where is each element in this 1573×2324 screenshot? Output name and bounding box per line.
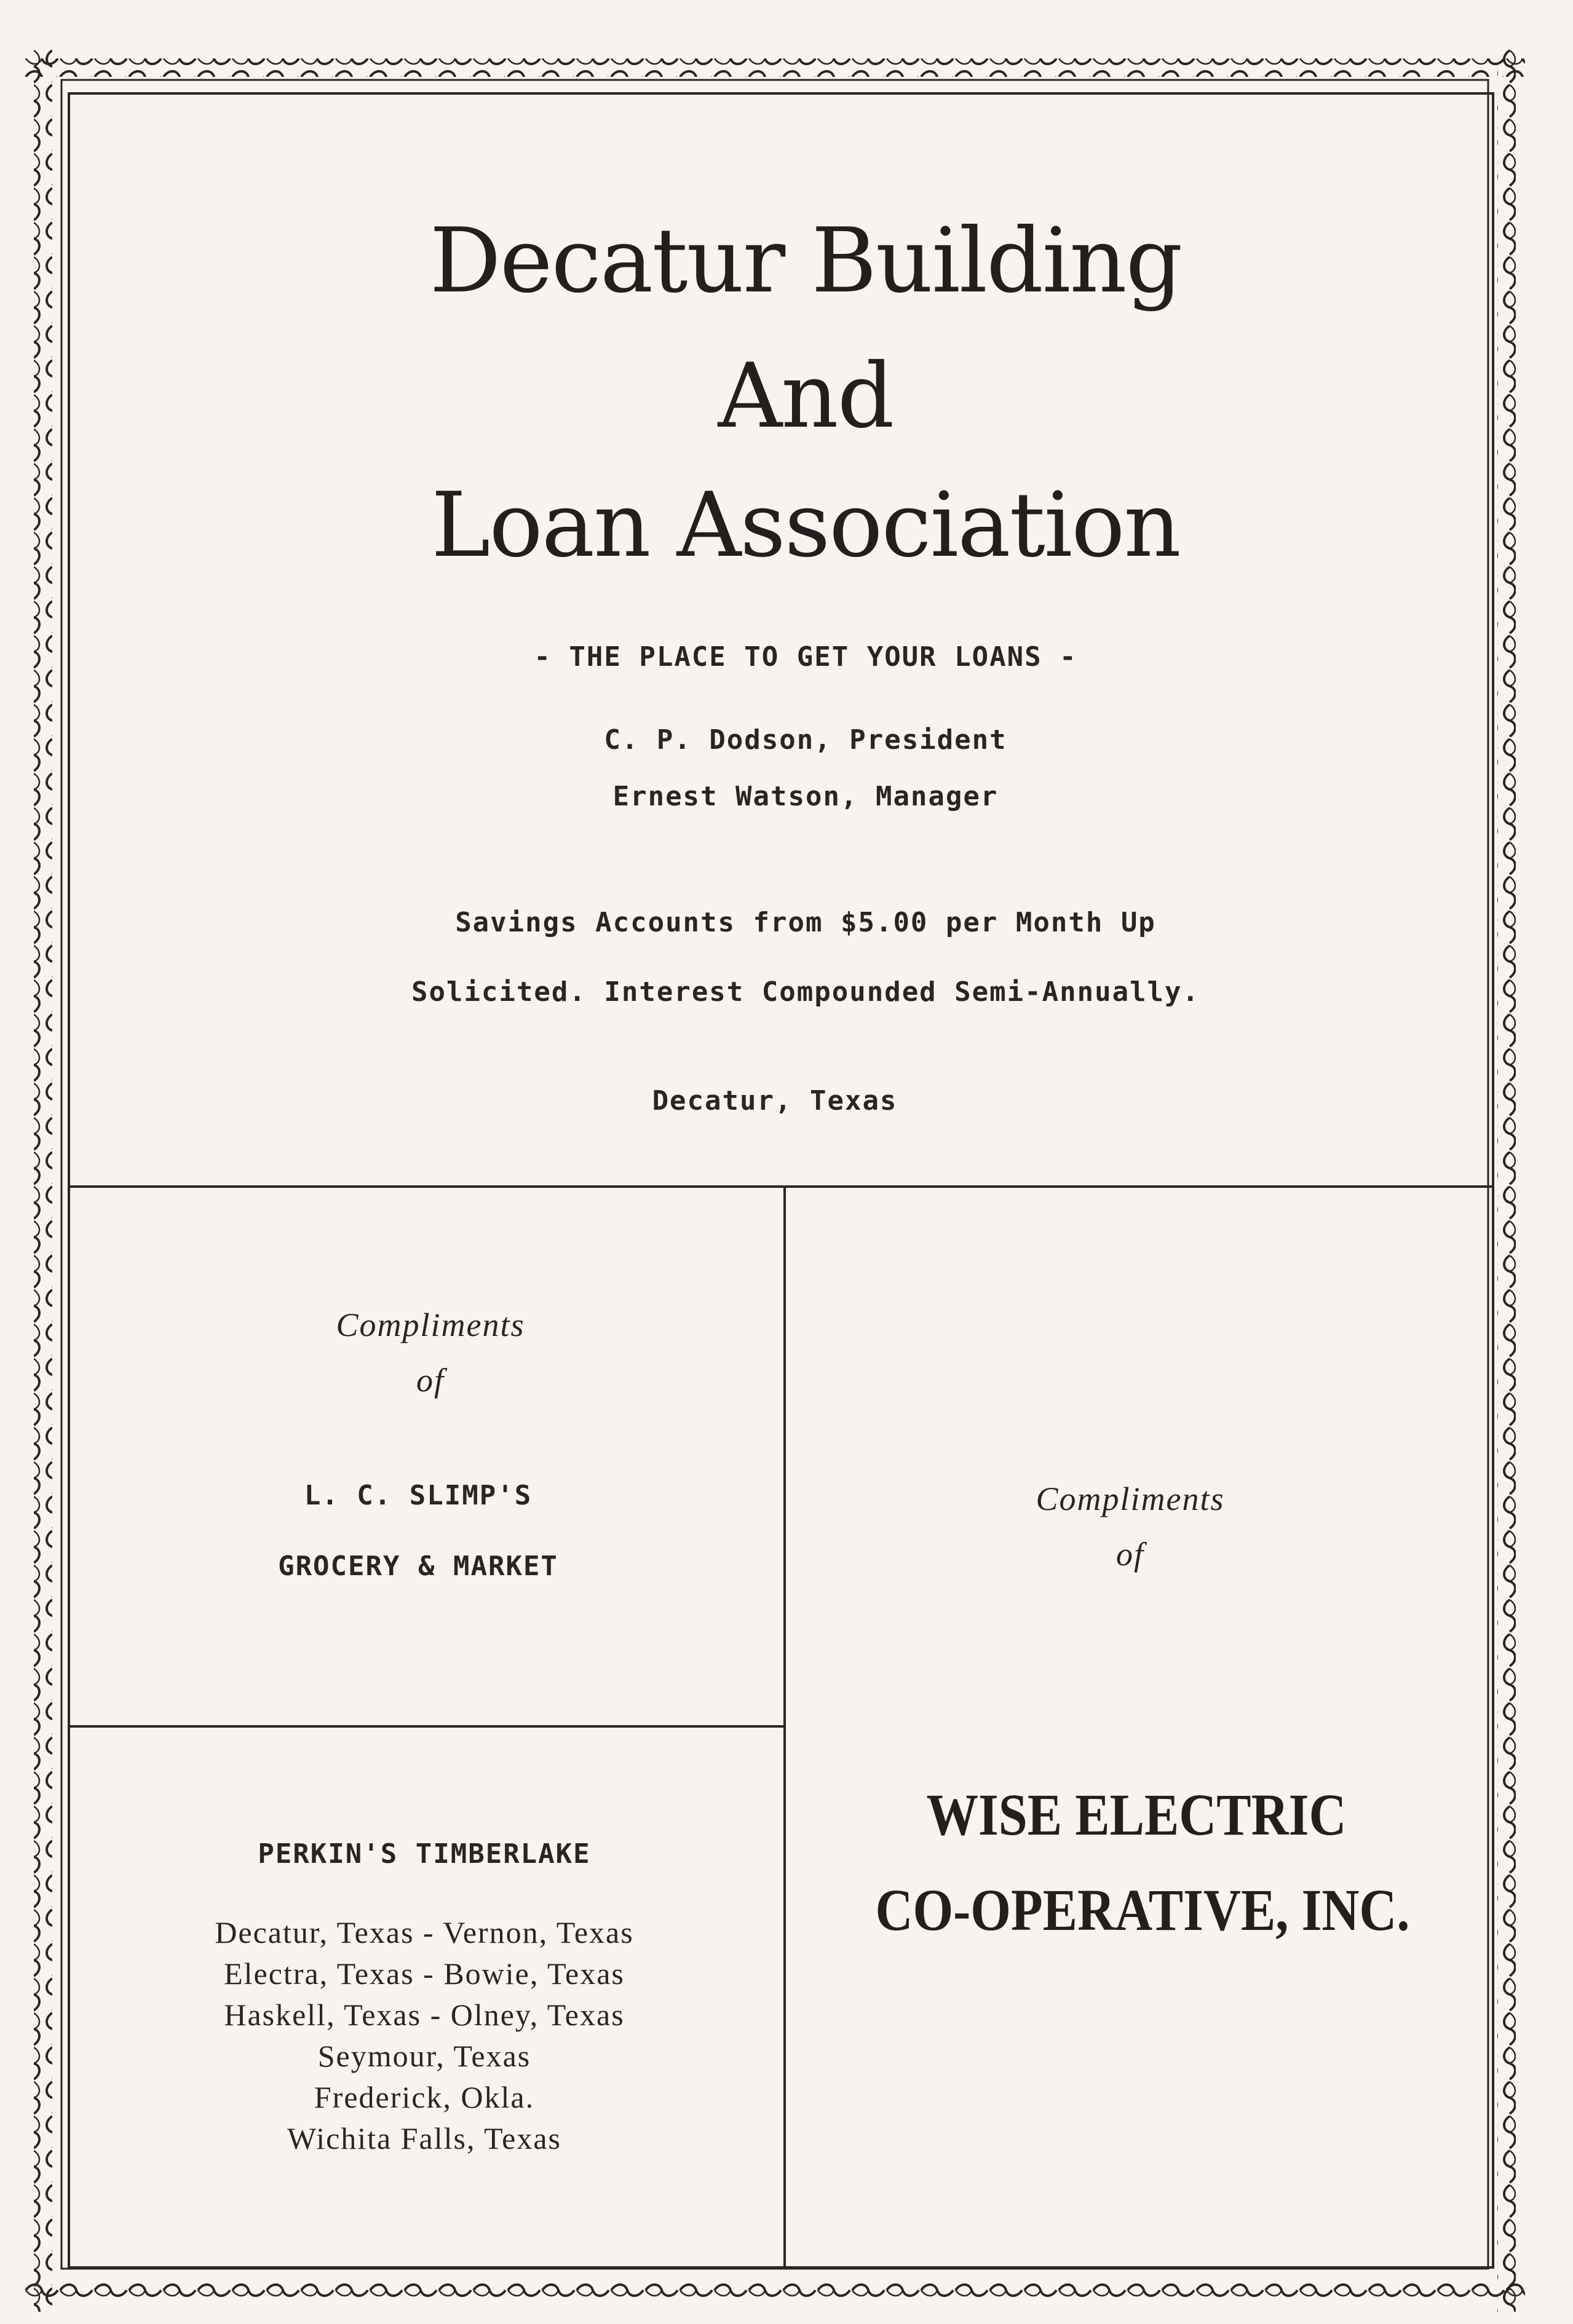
compliments-label: Compliments: [336, 1306, 525, 1343]
manager-line: Ernest Watson, Manager: [612, 781, 999, 812]
savings-line2: Solicited. Interest Compounded Semi-Annually.: [411, 976, 1200, 1008]
ad-title-line2: And: [718, 344, 893, 448]
of-label: of: [416, 1362, 445, 1399]
of-label: of: [1115, 1536, 1144, 1573]
ad-title-line3: Loan Association: [431, 473, 1180, 577]
slogan: - THE PLACE TO GET YOUR LOANS -: [534, 641, 1077, 673]
wise-name-line1: WISE ELECTRIC: [926, 1782, 1347, 1848]
slimp-grocery-ad: [68, 1188, 785, 1725]
wise-name-line2: CO-OPERATIVE, INC.: [875, 1877, 1410, 1943]
perkins-name: PERKIN'S TIMBERLAKE: [258, 1838, 591, 1870]
slimp-name: L. C. SLIMP'S: [304, 1480, 533, 1511]
location-line: Decatur, Texas: [652, 1085, 898, 1117]
slimp-business: GROCERY & MARKET: [278, 1551, 558, 1582]
perkins-locations: [68, 1912, 781, 2159]
location-item: Electra, Texas - Bowie, Texas: [224, 1956, 625, 1991]
savings-line1: Savings Accounts from $5.00 per Month Up: [455, 907, 1156, 938]
perkins-timberlake-ad: [68, 1728, 785, 2269]
location-item: Wichita Falls, Texas: [287, 2121, 561, 2156]
location-item: Haskell, Texas - Olney, Texas: [224, 1998, 625, 2032]
location-item: Seymour, Texas: [317, 2039, 531, 2073]
president-line: C. P. Dodson, President: [604, 724, 1007, 756]
compliments-label: Compliments: [1036, 1480, 1225, 1517]
ad-title-line1: Decatur Building: [429, 209, 1182, 313]
wise-electric-ad: [786, 1188, 1494, 2269]
location-item: Frederick, Okla.: [314, 2080, 535, 2114]
location-item: Decatur, Texas - Vernon, Texas: [215, 1915, 634, 1950]
